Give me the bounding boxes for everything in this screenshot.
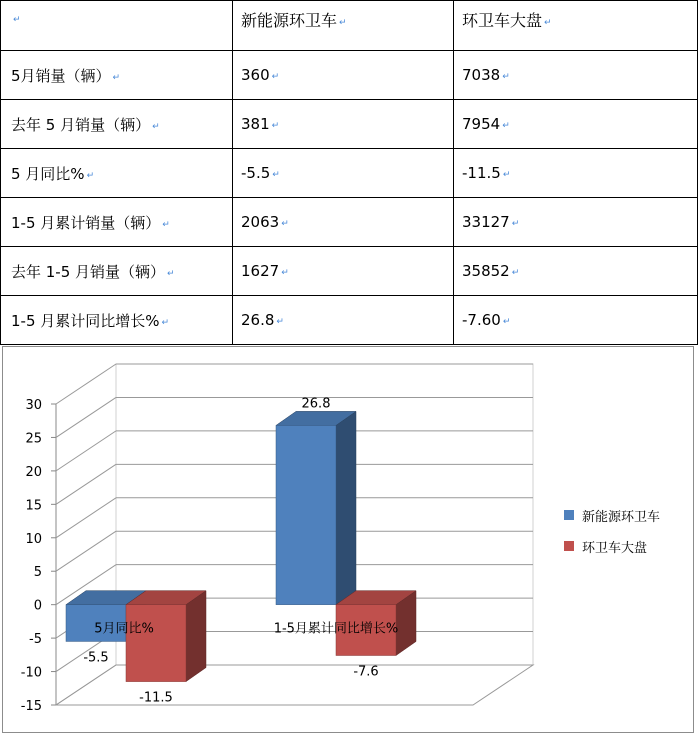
row-label-cell xyxy=(1,247,233,296)
row-label-cell xyxy=(1,296,233,345)
bar-chart xyxy=(3,347,693,732)
y-tick-label: 20 xyxy=(25,464,42,480)
x-category-label: 5月同比% xyxy=(94,621,154,637)
cell-text: 360 xyxy=(241,66,270,84)
value-cell xyxy=(454,198,698,247)
y-tick-label: 25 xyxy=(25,431,42,447)
data-label: -11.5 xyxy=(139,690,173,706)
data-label: -7.6 xyxy=(353,664,379,680)
gridline-diagonal xyxy=(56,397,116,437)
value-cell xyxy=(233,296,454,345)
table-row xyxy=(1,149,698,198)
y-tick-label: -5 xyxy=(29,632,42,648)
value-cell xyxy=(233,100,454,149)
paragraph-mark-icon: ↵ xyxy=(339,18,347,28)
paragraph-mark-icon: ↵ xyxy=(86,170,95,181)
cell-text: -11.5 xyxy=(462,164,501,182)
x-category-label: 1-5月累计同比增长% xyxy=(273,621,399,637)
cell-text: 新能源环卫车 xyxy=(241,11,338,30)
gridline-diagonal xyxy=(56,498,116,538)
cell-text: -7.60 xyxy=(462,311,501,329)
paragraph-mark-icon: ↵ xyxy=(161,317,170,328)
value-cell xyxy=(454,247,698,296)
data-label: -5.5 xyxy=(83,650,109,666)
row-label-cell xyxy=(1,51,233,100)
cell-text: 35852 xyxy=(462,262,510,280)
y-tick-label: -15 xyxy=(20,699,42,714)
cell-text: 7954 xyxy=(462,115,501,133)
gridline-diagonal xyxy=(56,464,116,504)
cell-text: 去年 1-5 月销量（辆） xyxy=(11,262,166,281)
paragraph-mark-icon: ↵ xyxy=(544,18,552,28)
paragraph-mark-icon: ↵ xyxy=(167,268,175,279)
cell-text: 1627 xyxy=(241,262,280,280)
paragraph-mark-icon: ↵ xyxy=(272,170,280,180)
table-row xyxy=(1,100,698,149)
value-cell xyxy=(454,51,698,100)
bar xyxy=(126,605,186,682)
cell-text: 去年 5 月销量（辆） xyxy=(11,115,151,134)
table-header-cell xyxy=(454,1,698,51)
y-tick-label: 5 xyxy=(33,565,42,581)
row-label-cell xyxy=(1,149,233,198)
y-tick-label: 30 xyxy=(25,398,42,413)
legend-label: 新能源环卫车 xyxy=(582,510,661,525)
data-label: 26.8 xyxy=(301,396,331,412)
cell-text: 1-5 月累计同比增长% xyxy=(11,311,160,330)
table-header-row xyxy=(1,1,698,51)
gridline-diagonal xyxy=(56,364,116,404)
y-tick-label: 0 xyxy=(33,598,42,614)
value-cell xyxy=(233,149,454,198)
cell-text: -5.5 xyxy=(241,164,271,182)
cell-text: 1-5 月累计销量（辆） xyxy=(11,213,161,232)
cell-text: 33127 xyxy=(462,213,510,231)
paragraph-mark-icon: ↵ xyxy=(13,15,21,25)
y-tick-label: 10 xyxy=(25,531,42,547)
cell-text: 2063 xyxy=(241,213,280,231)
value-cell xyxy=(454,149,698,198)
row-label-cell xyxy=(1,100,233,149)
gridline-diagonal xyxy=(56,665,116,705)
table-row xyxy=(1,296,698,345)
legend-swatch xyxy=(564,541,574,551)
value-cell xyxy=(233,198,454,247)
paragraph-mark-icon: ↵ xyxy=(511,268,520,278)
paragraph-mark-icon: ↵ xyxy=(112,72,121,83)
table-row xyxy=(1,51,698,100)
paragraph-mark-icon: ↵ xyxy=(502,72,510,82)
cell-text: 7038 xyxy=(462,66,501,84)
gridline-diagonal xyxy=(56,531,116,571)
paragraph-mark-icon: ↵ xyxy=(281,219,289,229)
gridline-diagonal xyxy=(56,431,116,471)
paragraph-mark-icon: ↵ xyxy=(502,121,510,131)
value-cell xyxy=(454,296,698,345)
bar-side xyxy=(336,411,356,604)
legend-swatch xyxy=(564,510,574,520)
y-tick-label: -10 xyxy=(20,665,42,681)
cell-text: 5月销量（辆） xyxy=(11,66,111,85)
value-cell xyxy=(233,247,454,296)
bar-side xyxy=(186,591,206,682)
paragraph-mark-icon: ↵ xyxy=(162,219,170,230)
table-header-cell xyxy=(233,1,454,51)
row-label-cell xyxy=(1,198,233,247)
paragraph-mark-icon: ↵ xyxy=(271,72,280,82)
table-row xyxy=(1,198,698,247)
data-table xyxy=(0,0,698,345)
value-cell xyxy=(233,51,454,100)
paragraph-mark-icon: ↵ xyxy=(511,219,520,229)
legend-label: 环卫车大盘 xyxy=(582,541,648,556)
paragraph-mark-icon: ↵ xyxy=(276,317,284,327)
bar xyxy=(276,425,336,604)
value-cell xyxy=(454,100,698,149)
cell-text: 26.8 xyxy=(241,311,275,329)
paragraph-mark-icon: ↵ xyxy=(152,121,160,132)
table-row xyxy=(1,247,698,296)
cell-text: 5 月同比% xyxy=(11,164,85,183)
paragraph-mark-icon: ↵ xyxy=(502,170,511,180)
cell-text: 环卫车大盘 xyxy=(462,11,543,30)
chart-frame xyxy=(2,346,694,733)
table-header-cell xyxy=(1,1,233,51)
paragraph-mark-icon: ↵ xyxy=(502,317,511,327)
y-tick-label: 15 xyxy=(25,498,42,514)
paragraph-mark-icon: ↵ xyxy=(271,121,280,131)
paragraph-mark-icon: ↵ xyxy=(281,268,289,278)
cell-text: 381 xyxy=(241,115,270,133)
